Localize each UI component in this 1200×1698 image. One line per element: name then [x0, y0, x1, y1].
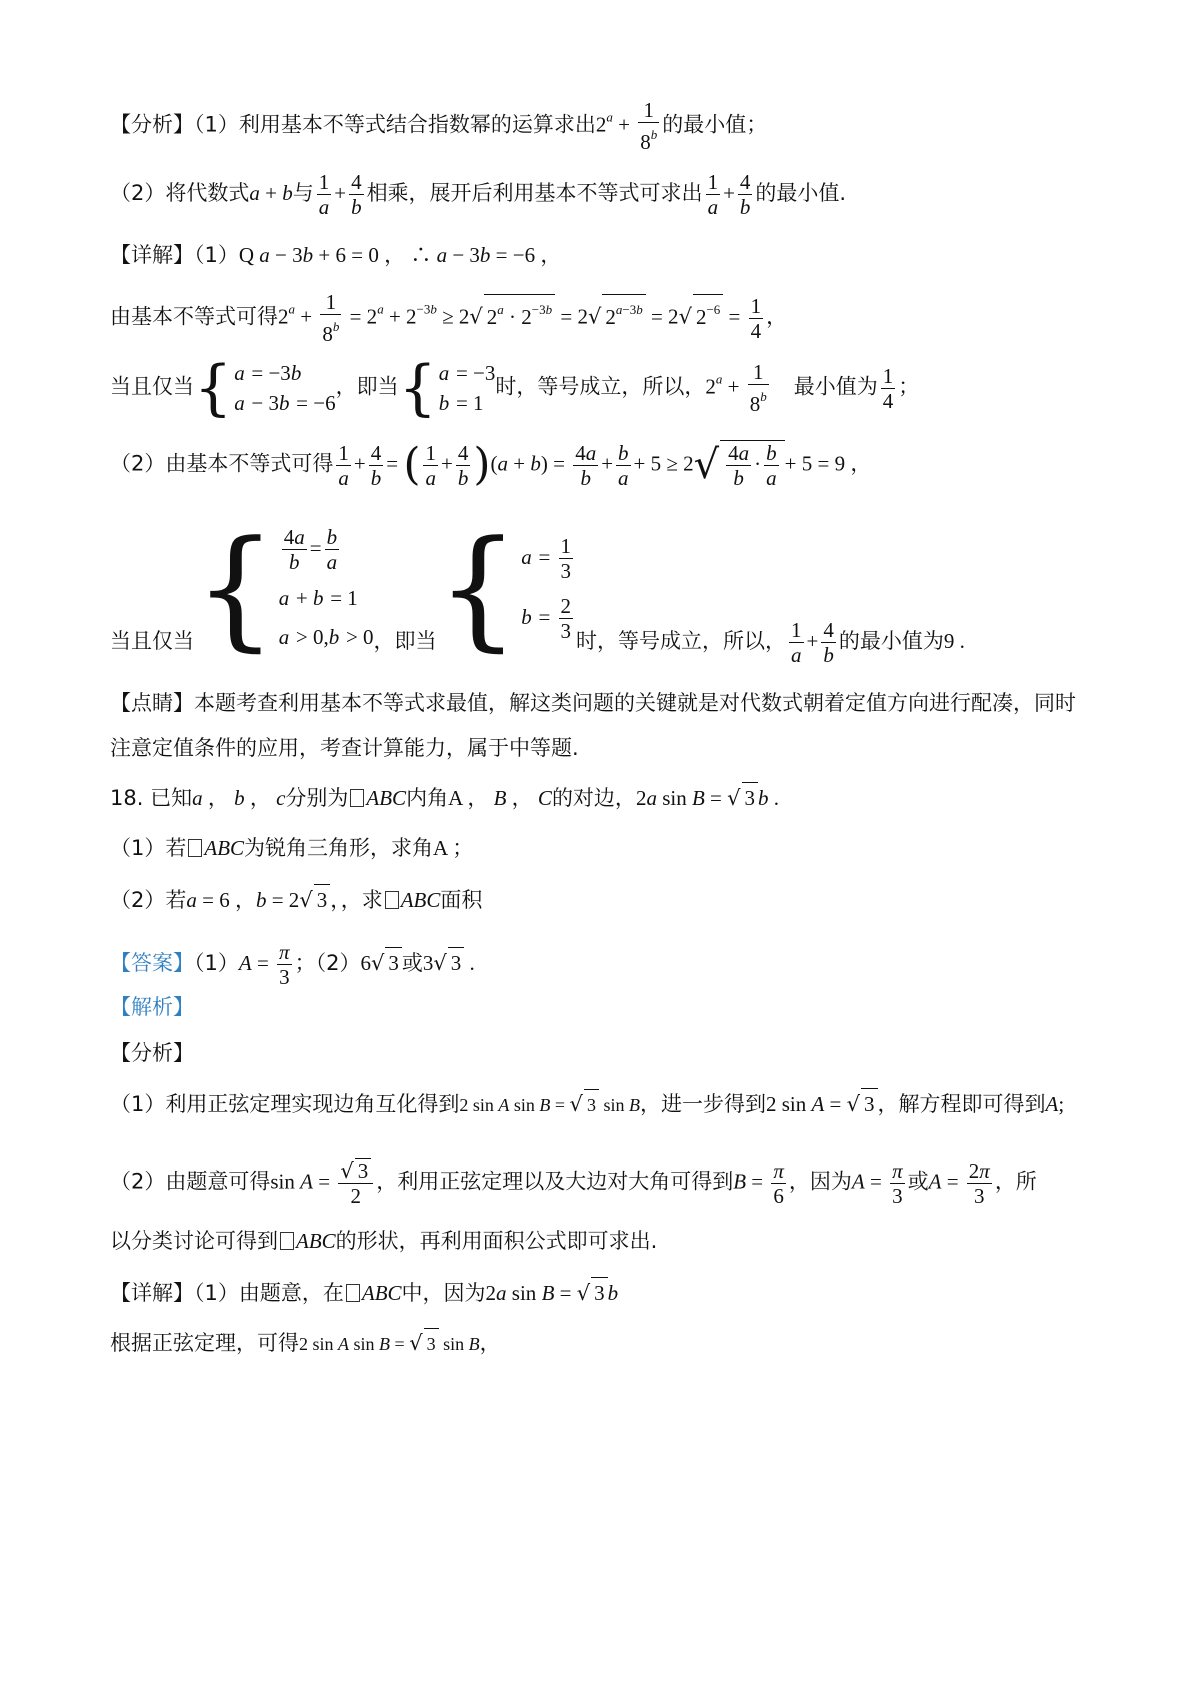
text: 的对边， [551, 786, 636, 810]
text: ，利用正弦定理以及大边对大角可得到 [376, 1169, 734, 1194]
text: ，进一步得到 [639, 1092, 766, 1116]
text: 【分析】（1）利用基本不等式结合指数幂的运算求出 [110, 112, 596, 137]
analysis-2-line-1: （1）利用正弦定理实现边角互化得到2 sin A sin B = √ 3 sin B，进一步得到2 sin A = √ 3 ，解方程即可得到A; [110, 1088, 1064, 1120]
text: 最小值为 [793, 374, 878, 399]
text: 或 [401, 951, 423, 975]
text: 的形状，再利用面积公式即可求出. [335, 1229, 658, 1253]
text: 18. 已知 [110, 786, 193, 810]
text: 根据正弦定理，可得 [110, 1331, 299, 1355]
text: 的最小值. [755, 181, 847, 205]
text: 内角 [406, 786, 449, 810]
analysis-line-1: 【分析】（1）利用基本不等式结合指数幂的运算求出$2^a$ + $\frac{1}{8^b}$ 的最小值； [110, 98, 768, 154]
detail-line-1: 【详解】（1）Q a − 3b + 6 = 0 ， ∴ a − 3b = −6 ， [110, 243, 562, 267]
text: 分别为 [285, 786, 349, 810]
text: 【详解】（1） [110, 243, 239, 267]
text: （1）利用正弦定理实现边角互化得到 [110, 1092, 460, 1116]
text: ，因为 [788, 1169, 852, 1194]
detail-line-2: 由基本不等式可得$2^a$ + $\frac{1}{8^b}$ = $2^a + 2^{-3b} \ge 2√$ $2^a \cdot 2^{-3b} = 2√$ $2^{a-3b} = 2√$ $2^{-6}$ = $\frac{1}{4}$ ， [110, 290, 788, 346]
question-18-stem: 18. 已知a ， b ， c分别为 ABC内角A ， B ， C的对边，2a sin B = √ 3 b . [110, 782, 779, 813]
text: 的最小值为 [838, 628, 944, 653]
text: 面积 [440, 888, 483, 912]
text: 与 [292, 181, 314, 205]
answer-line: 【答案】（1）A = $\frac{\pi}{3}$ ；（2）6√ 3 或3√ 3 . [110, 940, 475, 989]
analysis-line-2: （2）将代数式a + b与 $\frac{1}{a}$ + $\frac{4}{b}$ 相乘，展开后利用基本不等式可求出 $\frac{1}{a}$ + $\frac{4}{b}$ 的最小值. [110, 170, 847, 219]
text: 或 [907, 1169, 929, 1194]
answer-tag: 【答案】 [110, 951, 194, 975]
text: 时，等号成立，所以， [576, 628, 787, 653]
text: 【详解】（1）由题意，在 [110, 1281, 344, 1305]
text: ，解方程即可得到 [877, 1092, 1046, 1116]
text: （2）由基本不等式可得 [110, 451, 334, 476]
text: （1） [194, 951, 239, 975]
question-18-part2: （2）若a = 6 ，b = 2√ 3 ，，求 ABC面积 [110, 884, 482, 915]
solution-tag: 【解析】 [110, 995, 194, 1019]
question-18-part1: （1）若 ABC为锐角三角形，求角A ； [110, 836, 474, 860]
detail-2-line-2: 根据正弦定理，可得2 sin A sin B = √ 3 sin B， [110, 1328, 501, 1359]
comment-line-2: 注意定值条件的应用，考查计算能力，属于中等题. [110, 736, 579, 760]
text: 当且仅当 [110, 374, 194, 399]
text: 以分类讨论可得到 [110, 1229, 278, 1253]
text: （2）将代数式 [110, 181, 250, 205]
text: （2）若 [110, 888, 187, 912]
text: ，即当 [335, 374, 399, 399]
detail-line-4: （2）由基本不等式可得 $\frac{1}{a}$ + $\frac{4}{b}$ = ( $\frac{1}{a}$ + $\frac{4}{b}$ )(a + b) = $\frac{4a}{b}$ + $\frac{b}{a}$ + 5 ≥ 2√ $\frac{4a}{b}$ · $\frac{b}{a}$ + 5 = 9 ， [110, 439, 872, 490]
text: ；（2） [294, 951, 361, 975]
text: 的最小值； [662, 112, 768, 137]
text: ，即当 [373, 628, 437, 653]
text: 为锐角三角形，求角 [244, 836, 434, 860]
comment-line-1: 【点睛】本题考查利用基本不等式求最值，解这类问题的关键就是对代数式朝着定值方向进行配凑，同时 [110, 691, 1076, 715]
text: 中，因为 [401, 1281, 486, 1305]
detail-2-line-1: 【详解】（1）由题意，在 ABC中，因为2a sin B = √ 3 b [110, 1277, 618, 1308]
text: 相乘，展开后利用基本不等式可求出 [366, 181, 703, 205]
detail-line-3: 当且仅当 { a = −3b a − 3b = −6 ，即当 { a = −3 b = 1 时，等号成立，所以，$2^a$ + $\frac{1}{8^b}$ 最小值为 $\frac{1}{4}$ ； [110, 353, 920, 423]
analysis-2-line-3: 以分类讨论可得到 ABC的形状，再利用面积公式即可求出. [110, 1229, 658, 1253]
analysis-tag: 【分析】 [110, 1041, 194, 1065]
text: ，求 [340, 888, 383, 912]
text: （2）由题意可得 [110, 1169, 271, 1194]
text: ，所 [994, 1169, 1037, 1194]
analysis-2-line-2: （2）由题意可得sin A = $\frac{√ 3}{2}$ ，利用正弦定理以及大边对大角可得到B = $\frac{\pi}{6}$ ，因为A = $\frac{\pi}{3}$ 或A = $\frac{2\pi}{3}$ ，所 [110, 1158, 1037, 1208]
detail-line-5: 当且仅当 { $\frac{4a}{b}$ = $\frac{b}{a}$ a + b = 1 a > 0,b > 0 ，即当 { a = $\frac{1}{3}$ b = $\frac{2}{3}$ 时，等号成立，所以， $\frac{1}{a}$ + $\frac{4}{b}$ 的最小值为9 . [110, 512, 965, 667]
text: （1）若 [110, 836, 187, 860]
text: 当且仅当 [110, 628, 194, 653]
text: 由基本不等式可得 [110, 304, 278, 329]
text: 时，等号成立，所以， [495, 374, 706, 399]
